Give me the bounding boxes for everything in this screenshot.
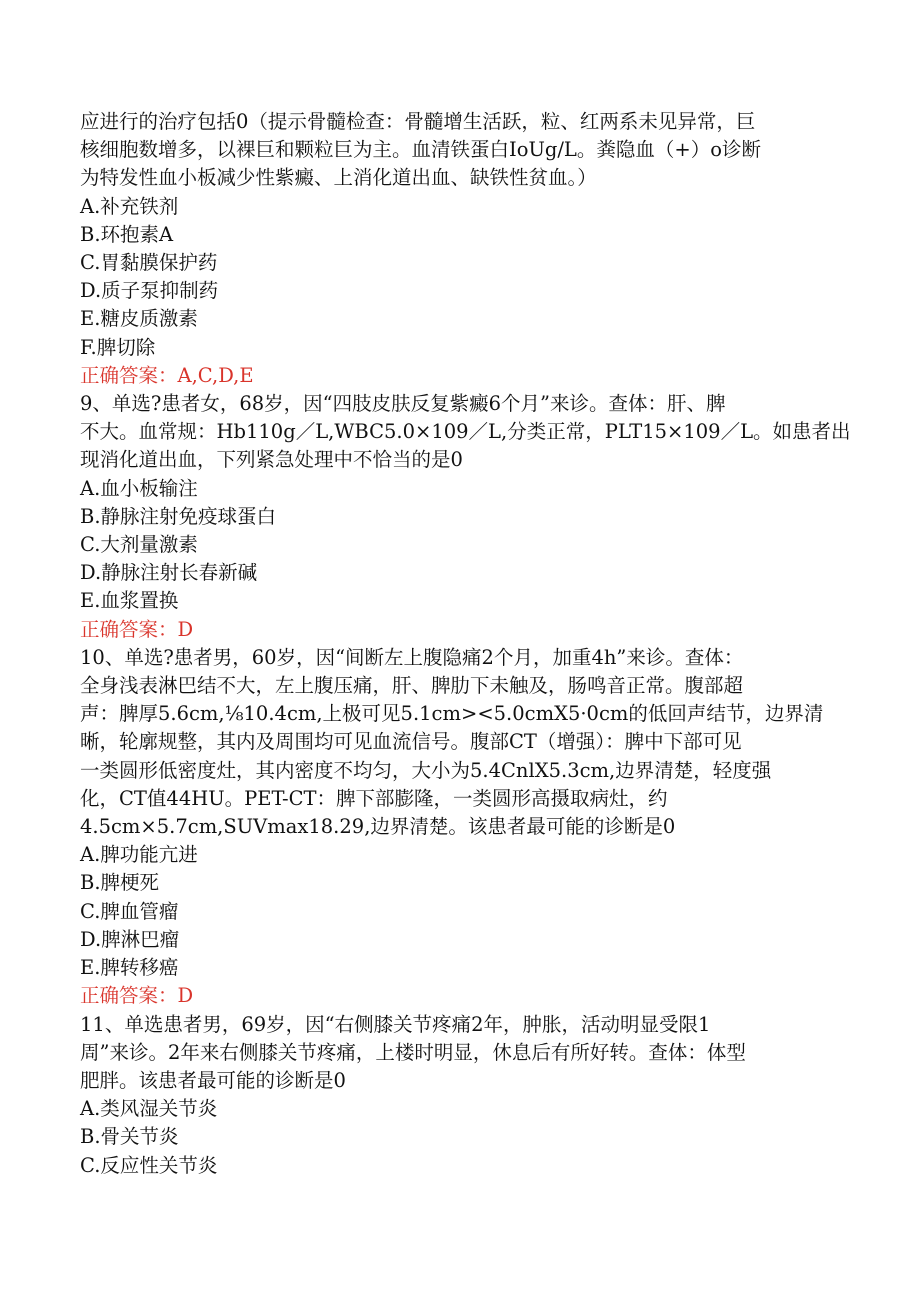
option-line: A.类风湿关节炎 — [80, 1097, 218, 1121]
question-text-line: 声：脾厚5.6cm,⅛10.4cm,上极可见5.1cm><5.0cmX5·0cm的低回声结节，边界清 — [80, 702, 824, 726]
question-text-line: 10、单选?患者男，60岁，因“间断左上腹隐痛2个月，加重4h”来诊。查体： — [80, 645, 744, 669]
correct-answer: 正确答案：D — [80, 617, 194, 641]
option-line: B.脾梗死 — [80, 871, 160, 895]
option-line: E.糖皮质激素 — [80, 307, 198, 331]
option-line: D.静脉注射长春新碱 — [80, 561, 258, 585]
option-line: B.环抱素A — [80, 222, 174, 246]
question-text-line: 核细胞数增多，以裸巨和颗粒巨为主。血清铁蛋白IoUg/L。粪隐血（+）o诊断 — [80, 138, 761, 162]
question-text-line: 肥胖。该患者最可能的诊断是0 — [80, 1068, 346, 1092]
option-line: C.脾血管瘤 — [80, 899, 179, 923]
question-text-line: 周”来诊。2年来右侧膝关节疼痛，上楼时明显，休息后有所好转。查体：体型 — [80, 1040, 746, 1064]
question-text-line: 全身浅表淋巴结不大，左上腹压痛，肝、脾肋下未触及，肠鸣音正常。腹部超 — [80, 674, 744, 698]
option-line: D.脾淋巴瘤 — [80, 927, 180, 951]
question-text-line: 化，CT值44HU。PET-CT：脾下部膨隆，一类圆形高摄取病灶，约 — [80, 786, 668, 810]
option-line: B.静脉注射免疫球蛋白 — [80, 504, 277, 528]
document-page — [80, 108, 851, 1180]
question-text-line: 现消化道出血，下列紧急处理中不恰当的是0 — [80, 448, 463, 472]
option-line: E.脾转移癌 — [80, 956, 179, 980]
question-text-line: 为特发性血小板减少性紫癜、上消化道出血、缺铁性贫血。） — [80, 166, 597, 190]
question-text-line: 不大。血常规：Hb110g／L,WBC5.0×109／L,分类正常，PLT15×109／L。如患者出 — [80, 420, 851, 444]
option-line: A.脾功能亢进 — [80, 843, 198, 867]
question-text-line: 4.5cm×5.7cm,SUVmax18.29,边界清楚。该患者最可能的诊断是0 — [80, 815, 676, 839]
option-line: A.血小板输注 — [80, 476, 198, 500]
correct-answer: 正确答案：D — [80, 984, 194, 1008]
option-line: F.脾切除 — [80, 335, 156, 359]
option-line: B.骨关节炎 — [80, 1125, 179, 1149]
question-text-line: 晰，轮廓规整，其内及周围均可见血流信号。腹部CT（增强）：脾中下部可见 — [80, 730, 742, 754]
question-text-line: 11、单选患者男，69岁，因“右侧膝关节疼痛2年，肿胀，活动明显受限1 — [80, 1012, 711, 1036]
correct-answer: 正确答案：A,C,D,E — [80, 363, 254, 387]
option-line: E.血浆置换 — [80, 589, 179, 613]
option-line: C.大剂量激素 — [80, 533, 198, 557]
question-text-line: 一类圆形低密度灶，其内密度不均匀，大小为5.4CnlX5.3cm,边界清楚，轻度强 — [80, 758, 772, 782]
option-line: A.补充铁剂 — [80, 194, 179, 218]
question-text-line: 9、单选?患者女，68岁，因“四肢皮肤反复紫癜6个月”来诊。查体：肝、脾 — [80, 392, 726, 416]
option-line: C.反应性关节炎 — [80, 1153, 218, 1177]
question-text-line: 应进行的治疗包括0（提示骨髓检查：骨髓增生活跃，粒、红两系未见异常，巨 — [80, 110, 756, 133]
option-line: D.质子泵抑制药 — [80, 279, 219, 303]
option-line: C.胃黏膜保护药 — [80, 251, 218, 275]
